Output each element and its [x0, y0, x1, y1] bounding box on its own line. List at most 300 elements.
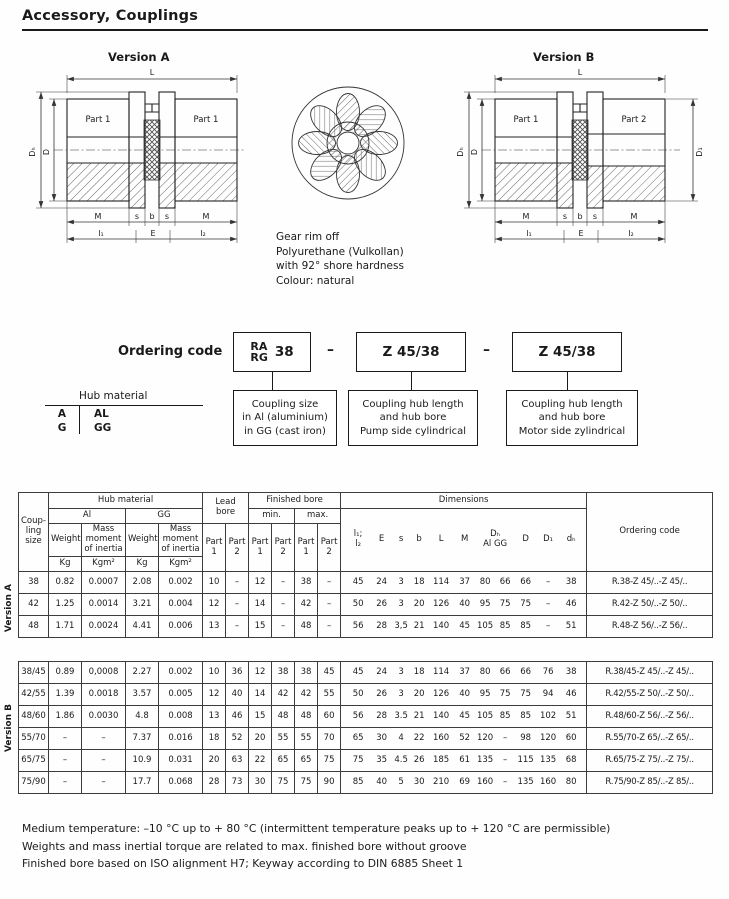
dim-l2-label: l₂ [628, 229, 634, 238]
cell-value: 52 [226, 728, 249, 750]
cell-value: – [82, 728, 126, 750]
dimension-value: 4.5 [394, 754, 408, 765]
hub-material-title: Hub material [45, 390, 203, 406]
cell-value: 48 [272, 706, 295, 728]
dimension-value: 75 [352, 754, 364, 765]
hub-material-row [45, 406, 203, 420]
cell-value: 15 [249, 706, 272, 728]
dimension-value: 140 [432, 620, 450, 631]
version-b-drawing [450, 62, 712, 254]
part-2-label: Part 2 [621, 115, 647, 125]
cell-value: 65 [295, 750, 318, 772]
hub-section-hatching [67, 120, 237, 208]
page-title: Accessory, Couplings [22, 8, 199, 24]
dim-E-label: E [578, 229, 584, 238]
dimension-value: 120 [476, 732, 494, 743]
table-row [19, 662, 713, 684]
header-min: min. [249, 509, 295, 524]
dimension-value: 26 [413, 754, 425, 765]
cell-value: 14 [249, 594, 272, 616]
dim-b-label: b [149, 212, 155, 221]
dim-letter-dH: dₕ [566, 534, 576, 545]
cell-value: 20 [203, 750, 226, 772]
cell-value: 0.016 [159, 728, 203, 750]
cell-value: 0.031 [159, 750, 203, 772]
ordering-prefix [250, 341, 268, 364]
dimension-value: 40 [376, 776, 388, 787]
cell-value: 55 [295, 728, 318, 750]
cell-ordering-code: R.48-Z 56/..-Z 56/.. [587, 616, 713, 638]
dimension-value: 102 [539, 710, 557, 721]
cell-value: 10 [203, 662, 226, 684]
dimension-value: 3 [398, 666, 404, 677]
dimension-value: 135 [476, 754, 494, 765]
cell-value: – [318, 616, 341, 638]
cell-value: 45 [318, 662, 341, 684]
dimension-value: 66 [499, 666, 511, 677]
cell-value: 17.7 [126, 772, 159, 794]
dimension-value: 80 [479, 666, 491, 677]
cell-value: 0.002 [159, 662, 203, 684]
dimension-value: 95 [479, 688, 491, 699]
note-weights: Weights and mass inertial torque are related to max. finished bore without groove [22, 839, 467, 853]
dimension-value: 5 [398, 776, 404, 787]
ordering-size: 38 [274, 344, 294, 360]
header-mass-moment-gg: Mass moment of inertia [159, 524, 203, 557]
ordering-code-section [0, 330, 729, 485]
cell-value: 15 [249, 616, 272, 638]
header-ordering-code: Ordering code [587, 493, 713, 572]
dim-letter-s: s [398, 534, 404, 545]
dim-D-label: D [470, 148, 479, 156]
cell-value: 90 [318, 772, 341, 794]
dim-M-label: M [630, 212, 638, 221]
header-weight-gg: Weight [126, 524, 159, 557]
dimension-value: 28 [376, 620, 388, 631]
dimension-value: 4 [398, 732, 404, 743]
cell-ordering-code: R.38/45-Z 45/..-Z 45/.. [587, 662, 713, 684]
dim-letter-M: M [460, 534, 469, 545]
cell-value: 13 [203, 616, 226, 638]
motor-side-description [506, 390, 638, 446]
dimension-value: 135 [539, 754, 557, 765]
cell-coupling-size: 42/55 [19, 684, 49, 706]
dimension-value: 37 [459, 576, 471, 587]
part-1-label: Part 1 [513, 115, 539, 125]
dimension-value: 20 [413, 598, 425, 609]
cell-value: 0.82 [49, 572, 82, 594]
header-lead-bore: Lead bore [203, 493, 249, 524]
ordering-code-label: Ordering code [118, 344, 223, 359]
cell-coupling-size: 42 [19, 594, 49, 616]
dimension-value: 50 [352, 688, 364, 699]
version-b-heading: Version B [533, 50, 595, 64]
dimension-value: 40 [459, 598, 471, 609]
dimension-value: 50 [352, 598, 364, 609]
gear-note-line: Polyurethane (Vulkollan) [276, 245, 404, 258]
cell-value: 0,0008 [82, 662, 126, 684]
note-medium-temperature: Medium temperature: –10 °C up to + 80 °C (intermittent temperature peaks up to + 120 °C are permissible) [22, 822, 611, 835]
cell-value: 63 [226, 750, 249, 772]
dim-l2-label: l₂ [200, 229, 206, 238]
dimension-value: 45 [352, 576, 364, 587]
dim-s-label: s [164, 212, 170, 221]
table-row [19, 706, 713, 728]
description-line: Coupling size [251, 398, 319, 410]
cell-value: 12 [203, 684, 226, 706]
header-gg: GG [126, 509, 203, 524]
cell-value: 0.002 [159, 572, 203, 594]
version-a-drawing [22, 62, 274, 254]
dimension-value: 45 [459, 620, 471, 631]
header-coupling-size: Coup- ling size [19, 493, 49, 572]
description-line: Motor side zylindrical [518, 425, 626, 437]
table-row [19, 572, 713, 594]
cell-value: 0.0014 [82, 594, 126, 616]
section-gap-body [19, 638, 713, 662]
dimension-value: 46 [565, 598, 577, 609]
cell-coupling-size: 38/45 [19, 662, 49, 684]
version-b-side-label: Version B [4, 704, 14, 753]
table-row [19, 750, 713, 772]
pump-side-description [348, 390, 478, 446]
dimension-value: 18 [413, 576, 425, 587]
dimension-value: 56 [352, 620, 364, 631]
version-a-rows [19, 572, 713, 638]
header-kg-al: Kg [49, 557, 82, 572]
dimension-value: 46 [565, 688, 577, 699]
cell-value: – [272, 616, 295, 638]
cell-value: – [49, 750, 82, 772]
coupling-data-table [18, 492, 713, 794]
cell-dimensions [341, 750, 587, 772]
header-dimensions: Dimensions [341, 493, 587, 509]
hub-material-code: A [57, 408, 67, 420]
table-row [19, 728, 713, 750]
code-separator-dash: – [327, 342, 334, 358]
header-max-part2: Part 2 [318, 524, 341, 572]
table-row [19, 684, 713, 706]
dimension-value: 114 [432, 576, 450, 587]
dimension-value: 60 [565, 732, 577, 743]
cell-ordering-code: R.38-Z 45/..-Z 45/.. [587, 572, 713, 594]
hub-material-value: AL [79, 406, 109, 420]
cell-value: – [318, 594, 341, 616]
dimension-value: 3 [398, 598, 404, 609]
cell-value: 14 [249, 684, 272, 706]
cell-value: 48 [295, 706, 318, 728]
dimension-value: – [545, 598, 551, 609]
dim-l1-label: l₁ [98, 229, 104, 238]
cell-dimensions [341, 594, 587, 616]
cell-value: – [272, 594, 295, 616]
cell-value: 0.004 [159, 594, 203, 616]
cell-value: 42 [295, 684, 318, 706]
dimension-value: 3 [398, 688, 404, 699]
dimension-value: 80 [479, 576, 491, 587]
cell-value: 48 [295, 616, 318, 638]
cell-dimensions [341, 706, 587, 728]
dimension-value: 35 [376, 754, 388, 765]
hub-material-value: GG [79, 420, 111, 434]
dimension-value: 56 [352, 710, 364, 721]
cell-dimensions [341, 772, 587, 794]
cell-value: – [226, 616, 249, 638]
dim-M-label: M [202, 212, 210, 221]
dimension-value: 3 [398, 576, 404, 587]
dimension-value: 20 [413, 688, 425, 699]
prefix-ra: RA [250, 339, 268, 353]
part-1-label: Part 1 [85, 115, 111, 125]
cell-value: 1.39 [49, 684, 82, 706]
dimension-value: 52 [459, 732, 471, 743]
cell-value: 4.8 [126, 706, 159, 728]
table-row [19, 616, 713, 638]
cell-value: 0.068 [159, 772, 203, 794]
cell-value: 75 [295, 772, 318, 794]
dimension-value: 120 [539, 732, 557, 743]
description-line: Coupling hub length [362, 398, 464, 410]
dim-letter-D: D [522, 534, 529, 545]
ordering-prefix-box [233, 332, 311, 372]
dim-letter-l: l₁; l₂ [353, 529, 363, 549]
cell-value: 0.006 [159, 616, 203, 638]
cell-value: 1.71 [49, 616, 82, 638]
dimension-value: 76 [542, 666, 554, 677]
dim-L-label: L [577, 68, 583, 77]
dimension-value: 105 [476, 620, 494, 631]
dimension-value: 105 [476, 710, 494, 721]
dimension-value: 66 [520, 666, 532, 677]
header-kgm2-al: Kgm² [82, 557, 126, 572]
dimension-value: 160 [539, 776, 557, 787]
cell-dimensions [341, 616, 587, 638]
hub-material-legend [45, 390, 203, 434]
gear-note-line: Colour: natural [276, 274, 355, 287]
dimension-value: 115 [517, 754, 534, 765]
dimension-value: 26 [376, 688, 388, 699]
dimension-value: 45 [459, 710, 471, 721]
cell-ordering-code: R.42-Z 50/..-Z 50/.. [587, 594, 713, 616]
header-finished-bore: Finished bore [249, 493, 341, 509]
dimension-value: 75 [520, 598, 532, 609]
dim-DH-label: Dₕ [28, 147, 37, 157]
dimension-value: 126 [432, 598, 450, 609]
cell-value: – [318, 572, 341, 594]
cell-value: 18 [203, 728, 226, 750]
version-b-rows [19, 662, 713, 794]
dim-s-label: s [592, 212, 598, 221]
dimension-value: 40 [459, 688, 471, 699]
cell-value: 46 [226, 706, 249, 728]
cell-coupling-size: 48/60 [19, 706, 49, 728]
dimension-value: 51 [565, 620, 577, 631]
cell-value: – [49, 728, 82, 750]
hub-material-code: G [57, 422, 67, 434]
cell-value: – [82, 750, 126, 772]
dim-s-label: s [134, 212, 140, 221]
dimension-value: 75 [499, 688, 511, 699]
cell-value: – [272, 572, 295, 594]
specification-table-section [4, 492, 716, 794]
dimension-value: 185 [432, 754, 450, 765]
drawings-section [0, 36, 729, 328]
cell-value: 0.0007 [82, 572, 126, 594]
dimension-value: 22 [413, 732, 425, 743]
dim-D1-label: D₁ [695, 147, 704, 157]
connector-line [567, 372, 568, 390]
header-weight-al: Weight [49, 524, 82, 557]
dim-letter-DH: Dₕ Al GG [483, 529, 508, 549]
dimension-value: 38 [565, 576, 577, 587]
dimension-value: 61 [459, 754, 471, 765]
cell-value: 0.0030 [82, 706, 126, 728]
header-min-part2: Part 2 [272, 524, 295, 572]
dim-letter-D1: D₁ [543, 534, 554, 545]
dimension-value: – [545, 620, 551, 631]
dimension-value: 114 [432, 666, 450, 677]
dimension-value: 45 [352, 666, 364, 677]
connector-line [272, 372, 273, 390]
dimension-value: 18 [413, 666, 425, 677]
cell-value: 7.37 [126, 728, 159, 750]
cell-value: – [226, 572, 249, 594]
dimension-value: 65 [352, 732, 364, 743]
header-min-part1: Part 1 [249, 524, 272, 572]
dimension-value: 85 [520, 620, 532, 631]
header-al: Al [49, 509, 126, 524]
dimension-value: 160 [432, 732, 450, 743]
dimension-value: – [502, 754, 508, 765]
footer-notes [22, 820, 610, 873]
table-row [19, 772, 713, 794]
cell-value: – [82, 772, 126, 794]
cell-value: 2.27 [126, 662, 159, 684]
cell-ordering-code: R.42/55-Z 50/..-Z 50/.. [587, 684, 713, 706]
cell-value: 60 [318, 706, 341, 728]
cell-value: 12 [203, 594, 226, 616]
header-kgm2-gg: Kgm² [159, 557, 203, 572]
dimension-value: 24 [376, 576, 388, 587]
dimension-value: 66 [499, 576, 511, 587]
dimension-value: 94 [542, 688, 554, 699]
dim-D-label: D [42, 148, 51, 156]
coupling-size-description [233, 390, 337, 446]
cell-value: 12 [249, 662, 272, 684]
hub-section-hatching [495, 120, 665, 208]
cell-value: 1.86 [49, 706, 82, 728]
cell-ordering-code: R.55/70-Z 65/..-Z 65/.. [587, 728, 713, 750]
version-a-side-label: Version A [4, 584, 14, 633]
cell-value: 0.0018 [82, 684, 126, 706]
cell-value: – [49, 772, 82, 794]
dimension-value: – [502, 776, 508, 787]
cell-value: 10 [203, 572, 226, 594]
dimension-value: 75 [520, 688, 532, 699]
dimension-value: 98 [520, 732, 532, 743]
cell-value: 36 [226, 662, 249, 684]
gear-note-line: with 92° shore hardness [276, 260, 404, 272]
header-max: max. [295, 509, 341, 524]
dimension-value: 3.5 [394, 710, 408, 721]
dimension-value: 66 [520, 576, 532, 587]
dimension-value: 140 [432, 710, 450, 721]
dimension-value: 21 [413, 710, 425, 721]
dimension-value: 26 [376, 598, 388, 609]
cell-value: 55 [318, 684, 341, 706]
dimension-value: 210 [432, 776, 450, 787]
part-1-label: Part 1 [193, 115, 219, 125]
cell-value: 38 [295, 572, 318, 594]
dimension-value: 38 [565, 666, 577, 677]
dimension-value: 37 [459, 666, 471, 677]
cell-coupling-size: 65/75 [19, 750, 49, 772]
title-rule [22, 29, 708, 31]
cell-value: 0.005 [159, 684, 203, 706]
dim-L-label: L [149, 68, 155, 77]
dimension-value: 85 [499, 710, 511, 721]
description-line: Pump side cylindrical [359, 425, 467, 437]
cell-dimensions [341, 728, 587, 750]
cell-value: 38 [295, 662, 318, 684]
dim-b-label: b [577, 212, 583, 221]
dimension-value: 160 [476, 776, 494, 787]
dimension-value: 28 [376, 710, 388, 721]
cell-coupling-size: 75/90 [19, 772, 49, 794]
dim-M-label: M [94, 212, 102, 221]
cell-value: 73 [226, 772, 249, 794]
cell-value: 70 [318, 728, 341, 750]
cell-value: 75 [272, 772, 295, 794]
dimension-value: 68 [565, 754, 577, 765]
cell-value: 75 [318, 750, 341, 772]
dim-M-label: M [522, 212, 530, 221]
dimension-value: 75 [499, 598, 511, 609]
header-lead-part1: Part 1 [203, 524, 226, 572]
cell-dimensions [341, 662, 587, 684]
cell-value: 0.008 [159, 706, 203, 728]
connector-line [411, 372, 412, 390]
cell-value: 1.25 [49, 594, 82, 616]
dimension-value: 30 [413, 776, 425, 787]
header-mass-moment-al: Mass moment of inertia [82, 524, 126, 557]
cell-value: 10.9 [126, 750, 159, 772]
version-a-heading: Version A [108, 50, 170, 64]
gear-rim-note [276, 230, 404, 288]
cell-value: 20 [249, 728, 272, 750]
dimension-value: 3,5 [394, 620, 408, 631]
cell-dimensions [341, 572, 587, 594]
cell-value: 30 [249, 772, 272, 794]
note-finished-bore: Finished bore based on ISO alignment H7; Keyway according to DIN 6885 Sheet 1 [22, 857, 464, 870]
dim-letter-E: E [378, 534, 385, 545]
dimension-value: 30 [376, 732, 388, 743]
section-gap [19, 638, 713, 662]
header-lead-part2: Part 2 [226, 524, 249, 572]
dimension-value: 51 [565, 710, 577, 721]
description-line: and hub bore [379, 412, 447, 424]
gear-note-line: Gear rim off [276, 231, 340, 243]
cell-value: 42 [272, 684, 295, 706]
cell-value: 13 [203, 706, 226, 728]
cell-value: 3.57 [126, 684, 159, 706]
cell-coupling-size: 48 [19, 616, 49, 638]
prefix-rg: RG [250, 351, 268, 364]
dim-l1-label: l₁ [526, 229, 532, 238]
dimension-value: 21 [413, 620, 425, 631]
cell-ordering-code: R.75/90-Z 85/..-Z 85/.. [587, 772, 713, 794]
dimension-value: 95 [479, 598, 491, 609]
